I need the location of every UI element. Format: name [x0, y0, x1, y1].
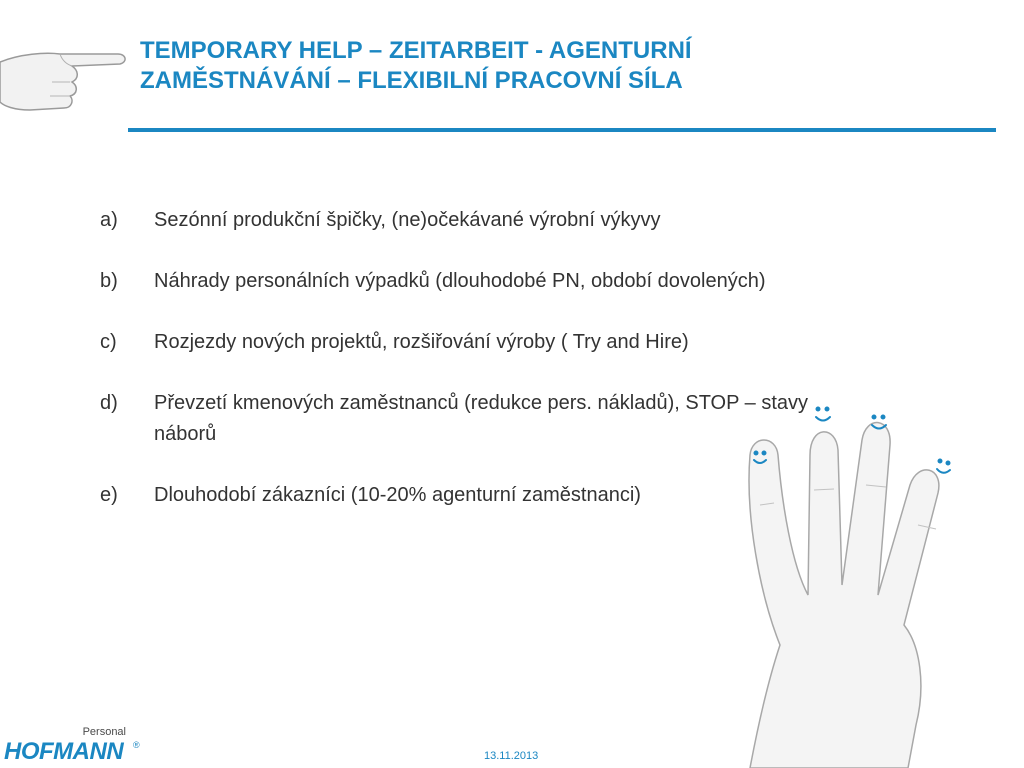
- list-marker: c): [100, 331, 117, 353]
- slide-title: [140, 36, 1000, 96]
- list-item: [100, 327, 820, 358]
- list-item-text: Náhrady personálních výpadků (dlouhodobé PN, období dovolených): [154, 270, 766, 292]
- footer-date: 13.11.2013: [484, 750, 539, 762]
- list-marker: a): [100, 209, 118, 231]
- pointing-hand-icon: [0, 40, 130, 120]
- title-line-2: ZAMĚSTNÁVÁNÍ – FLEXIBILNÍ PRACOVNÍ SÍLA: [140, 67, 683, 94]
- list-item: [100, 205, 820, 236]
- list-item-text: Sezónní produkční špičky, (ne)očekávané výrobní výkyvy: [154, 209, 661, 231]
- title-underline: [128, 128, 996, 132]
- list-item: [100, 266, 820, 297]
- title-line-1: TEMPORARY HELP – ZEITARBEIT - AGENTURNÍ: [140, 37, 692, 64]
- logo-registered-mark: ®: [133, 740, 140, 750]
- logo-personal-text: Personal: [82, 726, 126, 738]
- waving-hand-icon: [690, 395, 1024, 768]
- list-marker: d): [100, 392, 118, 414]
- list-item-text: Dlouhodobí zákazníci (10-20% agenturní zaměstnanci): [154, 484, 641, 506]
- list-marker: e): [100, 484, 118, 506]
- list-item-text: Rozjezdy nových projektů, rozšiřování výroby ( Try and Hire): [154, 331, 689, 353]
- hofmann-personal-logo: [4, 726, 154, 766]
- list-marker: b): [100, 270, 118, 292]
- list-item-text: Převzetí kmenových zaměstnanců (redukce pers. nákladů), STOP – stavy náborů: [154, 392, 809, 445]
- logo-brand-text: HOFMANN: [4, 738, 124, 765]
